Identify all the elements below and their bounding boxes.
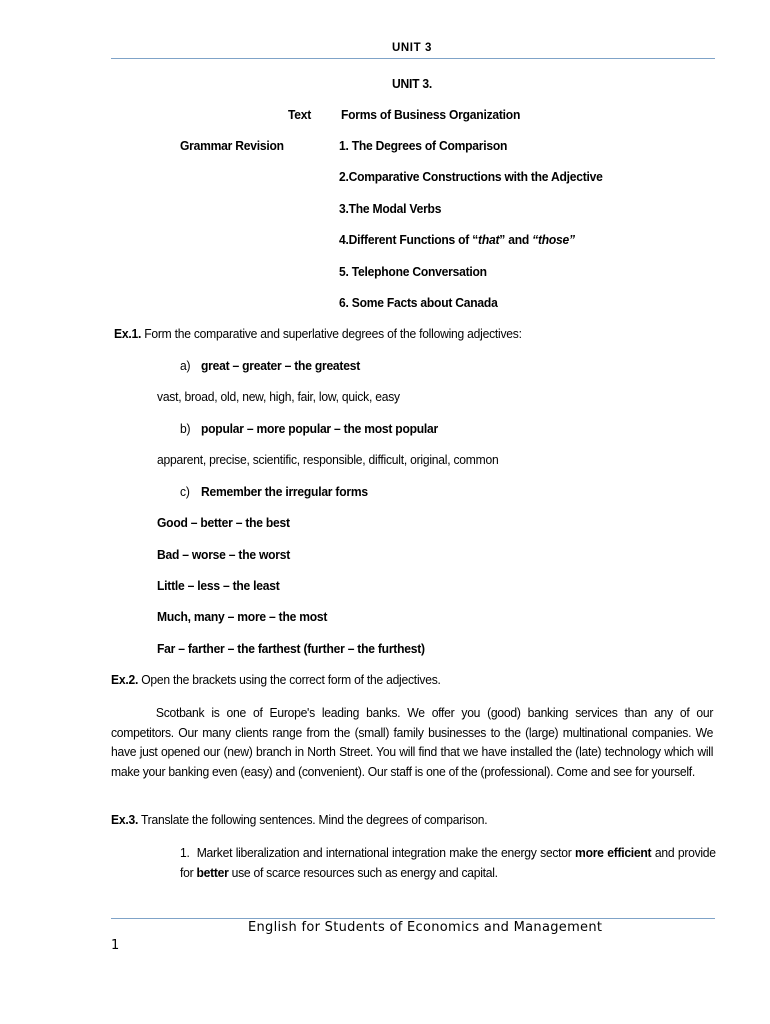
irregular-form: Far – farther – the farthest (further – the furthest) xyxy=(157,641,425,656)
irregular-form: Bad – worse – the worst xyxy=(157,547,291,562)
ex1-instruction: Ex.1. Form the comparative and superlative degrees of the following adjectives: xyxy=(114,326,522,341)
ex1-b-pattern: popular – more popular – the most popular xyxy=(201,421,439,436)
ex1-a-words: vast, broad, old, new, high, fair, low, quick, easy xyxy=(157,389,400,404)
unit-title: UNIT 3. xyxy=(392,76,433,91)
footer-rule xyxy=(111,918,715,919)
ex1-b-words: apparent, precise, scientific, responsible, difficult, original, common xyxy=(157,452,499,467)
topic-item: 2.Comparative Constructions with the Adjective xyxy=(339,169,603,184)
grammar-label: Grammar Revision xyxy=(180,138,284,153)
ex2-label: Ex.2. xyxy=(111,672,139,687)
ex3-item-number: 1. xyxy=(180,845,190,860)
ex1-label: Ex.1. xyxy=(114,326,142,341)
irregular-form: Much, many – more – the most xyxy=(157,609,328,624)
footer-book-title: English for Students of Economics and Management xyxy=(248,920,603,935)
topic-item: 6. Some Facts about Canada xyxy=(339,295,498,310)
ex2-paragraph: Scotbank is one of Europe's leading banks. We offer you (good) banking services than any of our competitors. Our many clients range from the (small) family businesses to the (large) multinational companies. We have just opened our (new) branch in North Street. You will find that we have installed the (late) technology which will make your banking even (easy) and (convenient). Our staff is one of the (professional). Come and see for yourself. xyxy=(111,705,714,779)
highlight-better: better xyxy=(196,864,229,880)
topic4-those: “those” xyxy=(532,232,575,247)
ex2-instruction: Ex.2. Open the brackets using the correct form of the adjectives. xyxy=(111,672,441,687)
topic4-that: that xyxy=(478,232,500,247)
topic-item: 3.The Modal Verbs xyxy=(339,201,442,216)
topic-item: 1. The Degrees of Comparison xyxy=(339,138,508,153)
page-number: 1 xyxy=(111,938,120,953)
irregular-form: Good – better – the best xyxy=(157,515,290,530)
ex1-a-marker: a) xyxy=(180,358,191,373)
ex3-item-1: 1. Market liberalization and international integration make the energy sector more efficient and provide for better use of scarce resources such as energy and capital. xyxy=(180,845,716,880)
running-header: UNIT 3 xyxy=(392,42,433,54)
ex3-instruction: Ex.3. Translate the following sentences. Mind the degrees of comparison. xyxy=(111,812,488,827)
ex1-c-pattern: Remember the irregular forms xyxy=(201,484,368,499)
topic4-mid: ” and xyxy=(499,232,533,247)
header-rule xyxy=(111,58,715,59)
text-label: Text xyxy=(288,107,312,122)
ex3-label: Ex.3. xyxy=(111,812,139,827)
topic-item: 5. Telephone Conversation xyxy=(339,264,487,279)
ex1-a-pattern: great – greater – the greatest xyxy=(201,358,361,373)
irregular-form: Little – less – the least xyxy=(157,578,280,593)
ex1-b-marker: b) xyxy=(180,421,191,436)
topic-item-functions xyxy=(339,232,575,247)
topic4-prefix: 4.Different Functions of “ xyxy=(339,232,479,247)
ex1-c-marker: c) xyxy=(180,484,190,499)
text-value: Forms of Business Organization xyxy=(341,107,521,122)
highlight-more-efficient: more efficient xyxy=(575,845,652,860)
